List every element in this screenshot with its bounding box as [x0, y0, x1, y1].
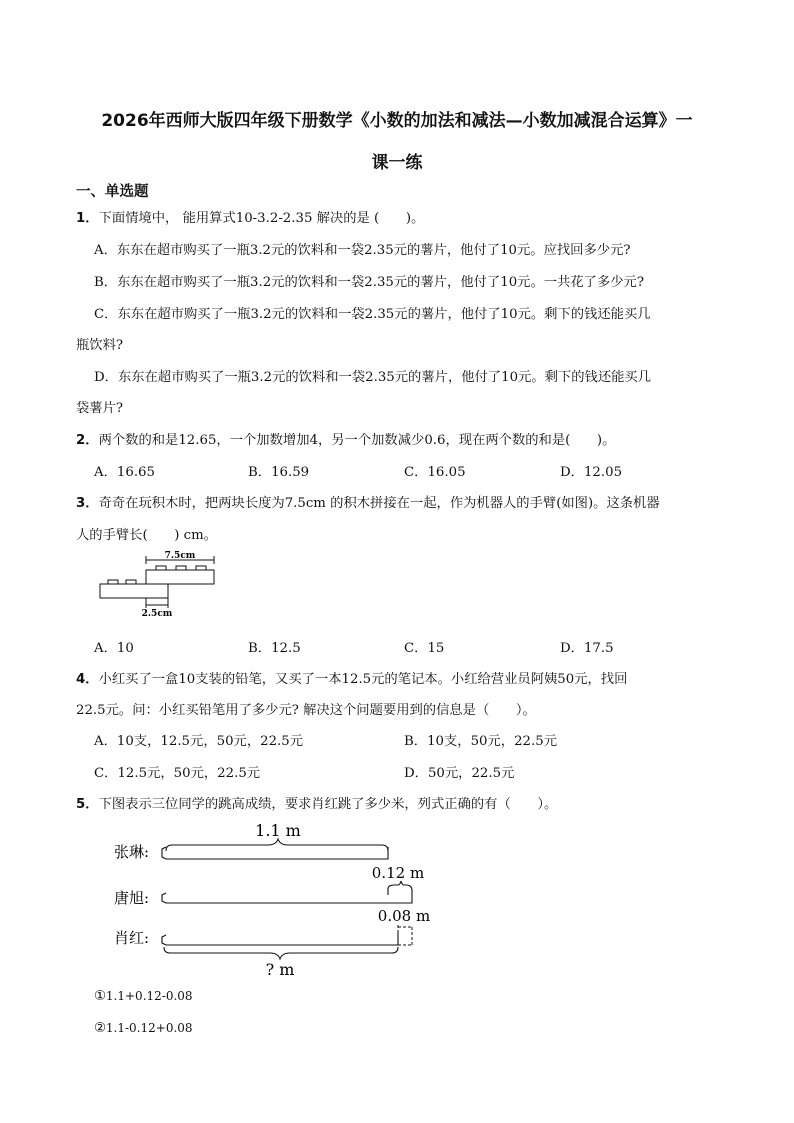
q1-option-c: C．东东在超市购买了一瓶3.2元的饮料和一袋2.35元的薯片，他付了10元。剩下的钱还能买几	[94, 307, 651, 322]
q4-stem-line	[76, 668, 627, 687]
q2-option-d: D．12.05	[560, 465, 623, 480]
q5-bottom-label: ? m	[265, 960, 295, 979]
q1-option-a: A．东东在超市购买了一瓶3.2元的饮料和一袋2.35元的薯片，他付了10元。应找回多少元?	[94, 243, 631, 258]
q5-bar-xiaohong	[162, 933, 398, 945]
q5-choice-1-text: 1.1+0.12-0.08	[105, 989, 193, 1003]
q3-stem-line	[76, 492, 660, 511]
q5-choice-2	[94, 1021, 193, 1036]
q3-number: 3．	[76, 496, 99, 511]
q5-diff1-brace	[388, 881, 412, 895]
q3-option-d: D．17.5	[560, 641, 614, 656]
q1-option-b: B．东东在超市购买了一瓶3.2元的饮料和一袋2.35元的薯片，他付了10元。一共花了多少元?	[94, 275, 644, 290]
q1-stem-line	[76, 207, 424, 226]
q5-bottom-brace	[164, 947, 398, 959]
q2-stem-line	[76, 429, 615, 448]
q1-number: 1．	[76, 211, 99, 226]
q2-number: 2．	[76, 433, 99, 448]
q5-stem: 下图表示三位同学的跳高成绩，要求肖红跳了多少米，列式正确的有（ ）。	[98, 797, 558, 812]
q3-stem-1: 奇奇在玩积木时，把两块长度为7.5cm 的积木拼接在一起，作为机器人的手臂(如图)。这条机器	[98, 496, 660, 511]
q3-lower-block	[100, 584, 168, 598]
q5-name-tangxu: 唐旭:	[114, 889, 150, 907]
q5-diff1-label: 0.12 m	[371, 864, 425, 882]
q4-option-a: A．10支，12.5元，50元，22.5元	[94, 734, 304, 749]
q1-option-d: D．东东在超市购买了一瓶3.2元的饮料和一袋2.35元的薯片，他付了10元。剩下的钱还能买几	[94, 370, 652, 385]
q5-bar-zhanglin	[162, 847, 388, 859]
q2-option-c: C．16.05	[404, 465, 466, 480]
q5-name-xiaohong: 肖红:	[114, 929, 150, 947]
q1-option-c-cont: 瓶饮料?	[76, 338, 124, 353]
q5-diff2-label: 0.08 m	[377, 907, 431, 925]
q3-option-b: B．12.5	[248, 641, 301, 656]
q5-top-label: 1.1 m	[255, 821, 301, 840]
q5-stem-line	[76, 793, 557, 812]
q3-option-a: A．10	[94, 641, 134, 656]
q4-option-c: C．12.5元，50元，22.5元	[94, 766, 261, 781]
q5-bar-tangxu	[162, 891, 412, 903]
q2-stem: 两个数的和是12.65，一个加数增加4，另一个加数减少0.6，现在两个数的和是( )。	[98, 433, 616, 448]
q5-height-diagram	[100, 815, 450, 980]
q4-option-d: D．50元，22.5元	[404, 766, 515, 781]
q2-option-b: B．16.59	[248, 465, 310, 480]
section-heading: 一、单选题	[76, 184, 149, 200]
q4-number: 4．	[76, 672, 99, 687]
q4-stem-1: 小红买了一盒10支装的铅笔，又买了一本12.5元的笔记本。小红给营业员阿姨50元，找回	[98, 672, 628, 687]
q3-bottom-label: 2.5cm	[141, 609, 173, 619]
q5-choice-1-mark: ①	[94, 989, 106, 1004]
q5-number: 5．	[76, 797, 99, 812]
q1-option-d-cont: 袋薯片?	[76, 401, 124, 416]
q5-choice-2-text: 1.1-0.12+0.08	[105, 1021, 193, 1035]
q4-option-b: B．10支，50元，22.5元	[404, 734, 557, 749]
q3-option-c: C．15	[404, 641, 445, 656]
page-title-line1: 2026年西师大版四年级下册数学《小数的加法和减法—小数加减混合运算》一	[101, 111, 693, 131]
q3-blocks-figure	[96, 548, 220, 620]
q2-option-a: A．16.65	[94, 465, 155, 480]
q1-stem: 下面情境中， 能用算式10-3.2-2.35 解决的是 ( )。	[98, 211, 425, 226]
q3-upper-block	[146, 570, 214, 584]
q3-top-label: 7.5cm	[164, 551, 196, 561]
q5-name-zhanglin: 张琳:	[114, 843, 150, 861]
page-title-line2: 课一练	[371, 153, 423, 173]
q3-stem-2: 人的手臂长( ) cm。	[76, 528, 218, 543]
q5-top-brace	[166, 839, 388, 851]
q5-choice-2-mark: ②	[94, 1021, 106, 1036]
q5-choice-1	[94, 989, 193, 1004]
q4-stem-2: 22.5元。问：小红买铅笔用了多少元? 解决这个问题要用到的信息是（ ）。	[76, 703, 536, 718]
